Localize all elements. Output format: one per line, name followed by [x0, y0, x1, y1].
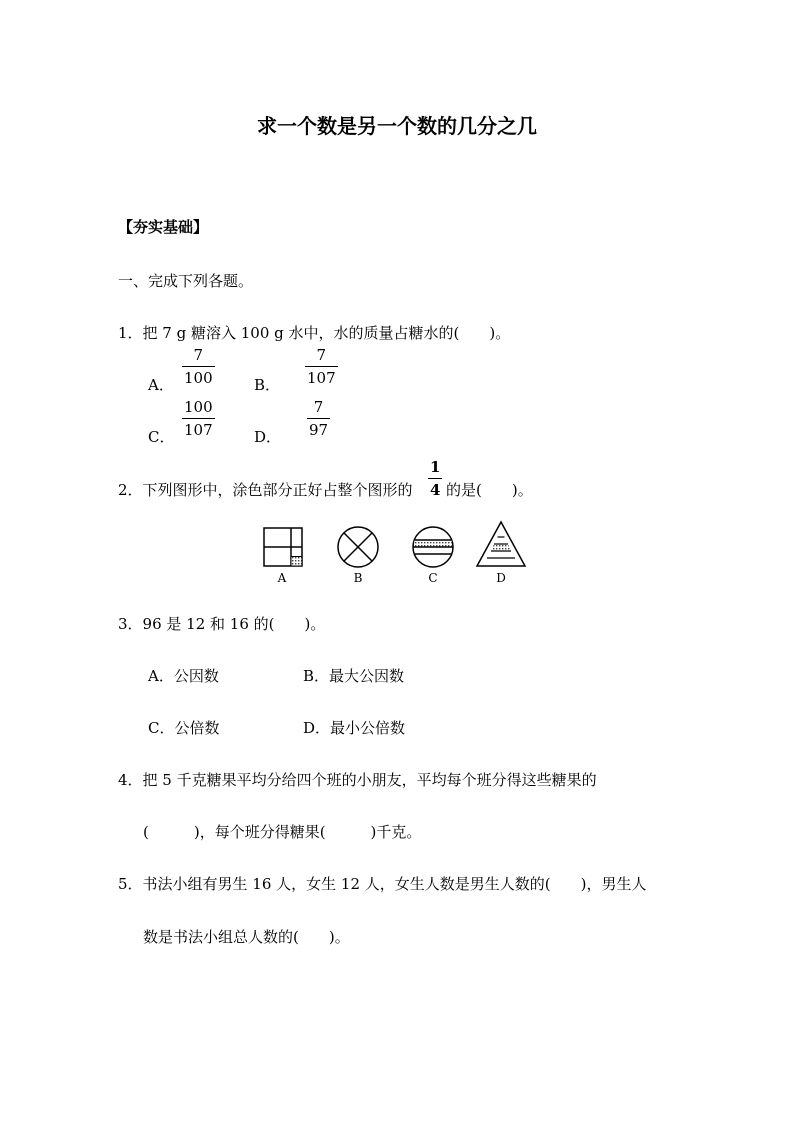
fraction-numerator: 7 [316, 346, 327, 364]
figure-d-triangle [477, 522, 525, 566]
question-4-line-2: ( )，每个班分得糖果( )千克。 [143, 823, 422, 841]
question-1-stem: 1．把 7 g 糖溶入 100 g 水中，水的质量占糖水的( )。 [118, 324, 511, 342]
q2-fraction [428, 458, 442, 499]
fraction-denominator: 100 [184, 369, 213, 387]
fraction-numerator: 1 [430, 458, 441, 476]
figure-c-circle-band [413, 527, 453, 567]
q1-option-a-fraction [182, 346, 215, 387]
q3-option-d: D．最小公倍数 [303, 719, 406, 737]
figure-label-d: D [496, 571, 506, 585]
page-title: 求一个数是另一个数的几分之几 [257, 114, 537, 138]
q2-figures [250, 518, 540, 570]
figure-label-b: B [353, 571, 363, 585]
question-2-prefix: 2．下列图形中，涂色部分正好占整个图形的 [118, 481, 413, 499]
figure-b-circle [338, 527, 378, 567]
q1-option-c-fraction [182, 398, 215, 439]
fraction-denominator: 4 [430, 481, 441, 499]
question-5-line-2: 数是书法小组总人数的( )。 [143, 928, 350, 946]
figure-a-square [264, 528, 302, 566]
question-4-line-1: 4．把 5 千克糖果平均分给四个班的小朋友，平均每个班分得这些糖果的 [118, 771, 597, 789]
fraction-numerator: 100 [184, 398, 213, 416]
fraction-bar [428, 478, 442, 479]
q1-option-b-fraction [305, 346, 338, 387]
question-2-suffix: 的是( )。 [446, 481, 533, 499]
fraction-bar [307, 418, 330, 419]
fraction-bar [305, 366, 338, 367]
q1-option-d-fraction [307, 398, 330, 439]
fraction-bar [182, 366, 215, 367]
part-heading: 一、完成下列各题。 [118, 272, 254, 290]
figure-label-a: A [277, 571, 287, 585]
q3-option-c: C．公倍数 [148, 719, 220, 737]
fraction-numerator: 7 [313, 398, 324, 416]
q1-option-c-label: C． [148, 428, 175, 446]
q3-option-b: B．最大公因数 [303, 667, 405, 685]
q1-option-d-label: D． [254, 428, 282, 446]
figure-label-c: C [428, 571, 438, 585]
fraction-denominator: 107 [307, 369, 336, 387]
question-5-line-1: 5．书法小组有男生 16 人，女生 12 人，女生人数是男生人数的( )，男生人 [118, 875, 647, 893]
fraction-denominator: 97 [309, 421, 329, 439]
fraction-denominator: 107 [184, 421, 213, 439]
fraction-numerator: 7 [193, 346, 204, 364]
fraction-bar [182, 418, 215, 419]
q1-option-b-label: B． [254, 376, 281, 394]
question-3-stem: 3．96 是 12 和 16 的( )。 [118, 615, 326, 633]
q3-option-a: A．公因数 [148, 667, 219, 685]
q1-option-a-label: A． [148, 376, 174, 394]
section-heading: 【夯实基础】 [118, 218, 209, 236]
